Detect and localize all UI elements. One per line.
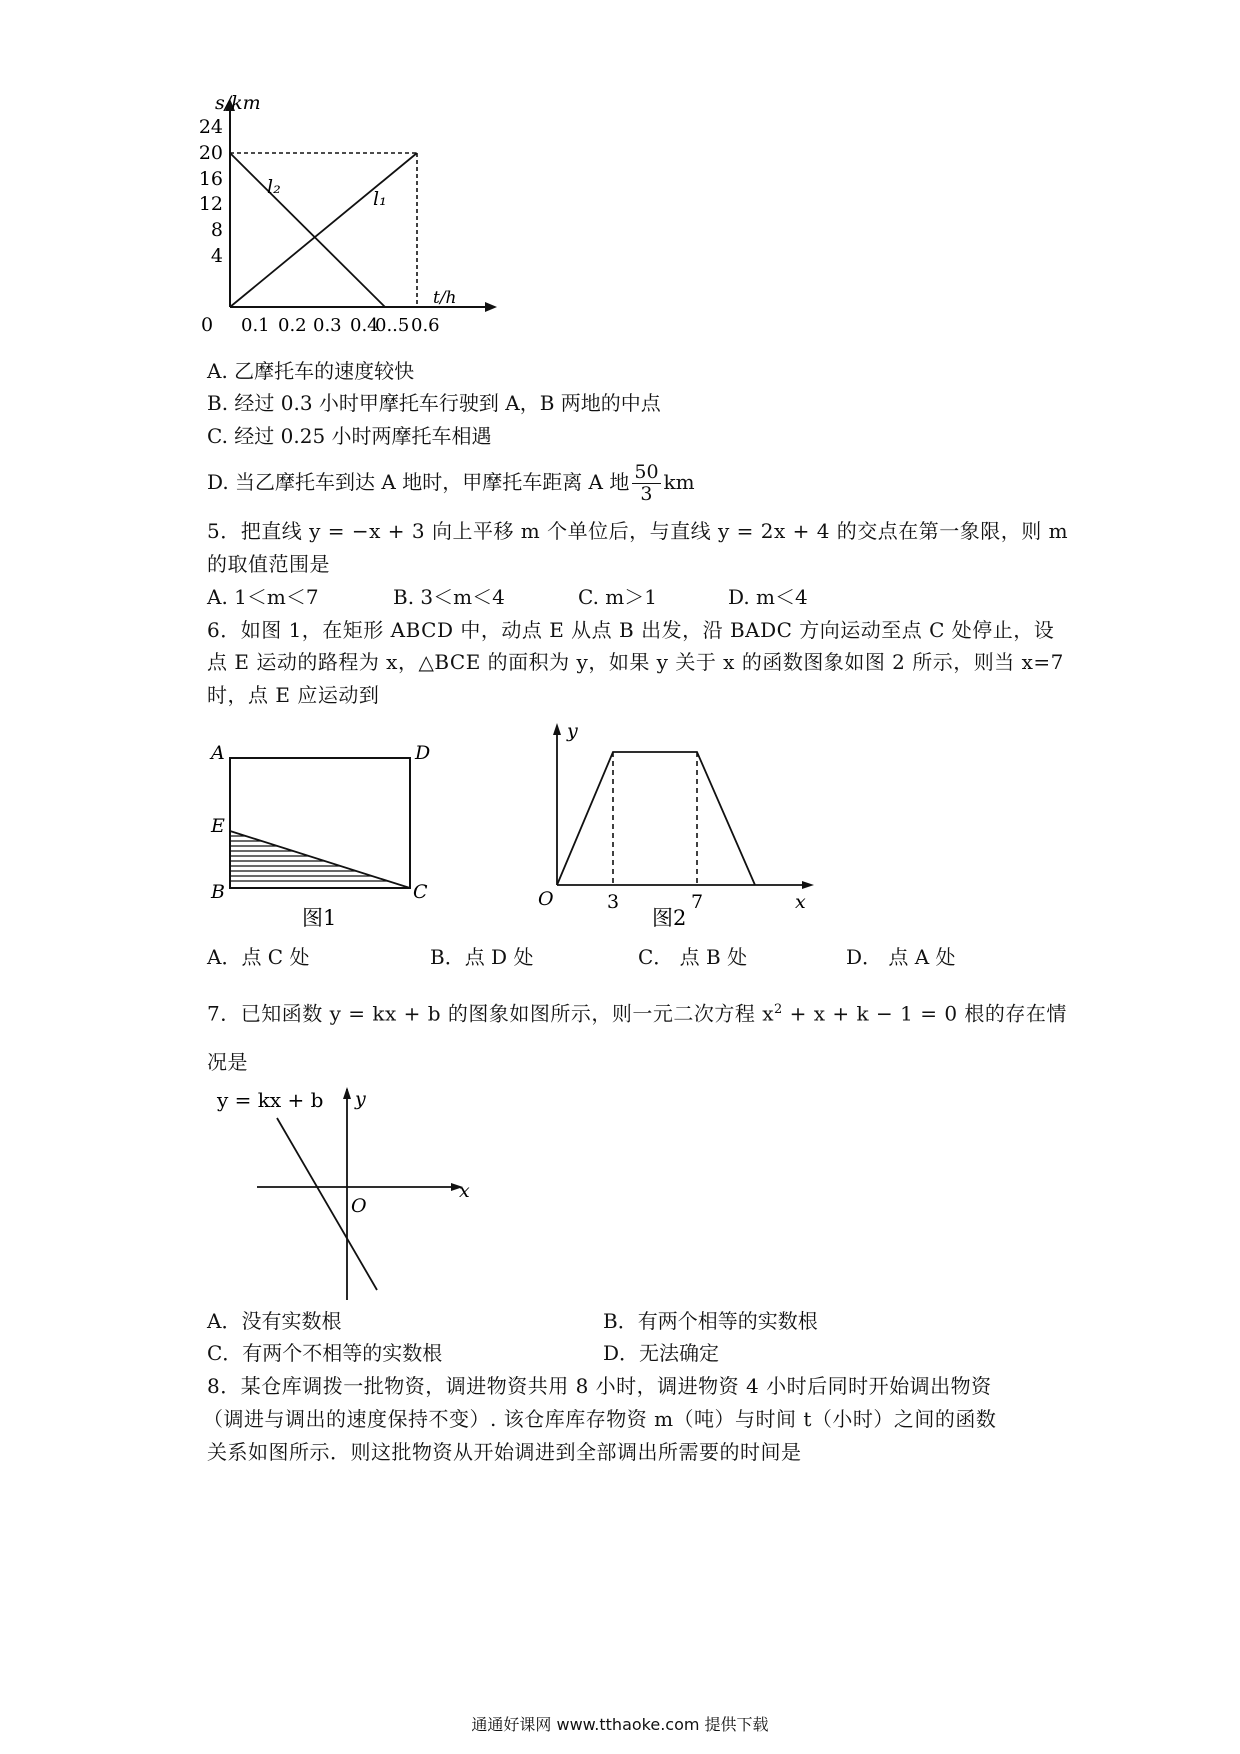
x-tick-3: 3	[607, 891, 620, 913]
q7-option-c: C．有两个不相等的实数根	[207, 1341, 443, 1365]
x-axis-label: t/h	[433, 288, 457, 308]
origin-label: O	[538, 888, 554, 910]
figure-2-caption: 图2	[652, 906, 687, 930]
line-l1-label: l₁	[373, 188, 387, 210]
q6-option-b: B．点 D 处	[430, 945, 534, 969]
line-l1	[230, 153, 417, 307]
q4-option-c: C. 经过 0.25 小时两摩托车相遇	[207, 424, 492, 448]
q7-option-b: B．有两个相等的实数根	[603, 1309, 818, 1333]
q6-text-line2: 点 E 运动的路程为 x，△BCE 的面积为 y，如果 y 关于 x 的函数图象如图 2 所示，则当 x=7	[207, 650, 1064, 674]
x-tick-7: 7	[691, 891, 704, 913]
rectangle-abcd	[230, 758, 410, 888]
figure-1-rectangle	[205, 735, 445, 930]
q7-text-line1	[207, 996, 1067, 1028]
point-c-label: C	[413, 881, 428, 903]
q7-line1-suffix: + x + k − 1 = 0 根的存在情	[782, 1001, 1067, 1026]
function-label: y = kx + b	[217, 1088, 324, 1112]
q7-exponent: 2	[774, 1002, 783, 1017]
q5-option-c: C. m＞1	[578, 585, 657, 609]
q6-option-a: A．点 C 处	[207, 945, 310, 969]
y-tick-4: 4	[210, 245, 223, 267]
x-axis-label: x	[795, 891, 806, 913]
distance-time-graph	[195, 95, 515, 350]
q7-linear-function-graph	[205, 1075, 490, 1305]
q4-option-a: A. 乙摩托车的速度较快	[207, 359, 415, 383]
x-tick-0-3: 0.3	[313, 315, 342, 336]
q6-text-line3: 时，点 E 应运动到	[207, 683, 380, 707]
q5-text-line2: 的取值范围是	[207, 552, 330, 576]
x-tick-0-6: 0.6	[411, 315, 440, 336]
q8-text-line1: 8．某仓库调拨一批物资，调进物资共用 8 小时，调进物资 4 小时后同时开始调出物资	[207, 1374, 992, 1398]
x-axis-arrow	[802, 881, 814, 889]
q7-line1-prefix: 7．已知函数 y = kx + b 的图象如图所示，则一元二次方程 x	[207, 1001, 775, 1026]
point-e-label: E	[211, 815, 225, 837]
q7-option-a: A．没有实数根	[207, 1309, 342, 1333]
q4-option-d-prefix: D. 当乙摩托车到达 A 地时，甲摩托车距离 A 地	[207, 470, 630, 494]
figure-2-graph	[520, 715, 820, 930]
y-axis-arrow	[343, 1087, 351, 1099]
y-tick-20: 20	[198, 142, 223, 164]
x-axis-arrow	[485, 302, 497, 312]
y-axis-label: y	[355, 1088, 366, 1110]
point-b-label: B	[211, 881, 225, 903]
figure-1-caption: 图1	[302, 906, 337, 930]
origin-label: 0	[201, 314, 214, 336]
segment-ec	[230, 831, 410, 888]
x-tick-0-2: 0.2	[278, 315, 307, 336]
shaded-triangle-bce	[230, 836, 410, 881]
q5-option-a: A. 1＜m＜7	[207, 585, 319, 609]
x-tick-0-4: 0.4	[350, 315, 379, 336]
fraction-denominator: 3	[640, 483, 653, 505]
origin-label: O	[351, 1195, 367, 1217]
point-d-label: D	[415, 742, 431, 764]
q7-option-d: D．无法确定	[603, 1341, 720, 1365]
q7-text-line2: 况是	[207, 1050, 248, 1074]
y-tick-12: 12	[198, 193, 223, 215]
q4-option-d-suffix: km	[663, 470, 695, 494]
q5-text-line1: 5．把直线 y = −x + 3 向上平移 m 个单位后，与直线 y = 2x + 4 的交点在第一象限，则 m	[207, 519, 1069, 543]
q6-option-c: C． 点 B 处	[638, 945, 748, 969]
point-a-label: A	[211, 742, 225, 764]
line-l2-label: l₂	[267, 176, 281, 198]
x-axis-label: x	[459, 1180, 470, 1202]
q5-option-d: D. m＜4	[728, 585, 808, 609]
page-footer: 通通好课网 www.tthaoke.com 提供下载	[471, 1715, 769, 1734]
q6-text-line1: 6．如图 1，在矩形 ABCD 中，动点 E 从点 B 出发，沿 BADC 方向运动至点 C 处停止，设	[207, 618, 1055, 642]
fraction-numerator: 50	[634, 461, 659, 483]
y-axis-arrow	[553, 723, 561, 735]
q8-text-line2: （调进与调出的速度保持不变）. 该仓库库存物资 m（吨）与时间 t（小时）之间的函数	[203, 1407, 997, 1431]
y-axis-label: s/km	[215, 95, 261, 114]
q5-option-b: B. 3＜m＜4	[393, 585, 505, 609]
q4-option-d	[207, 454, 695, 510]
x-tick-0-5: 0..5	[375, 315, 410, 336]
x-tick-0-1: 0.1	[241, 315, 270, 336]
y-tick-24: 24	[198, 116, 223, 138]
fraction-50-over-3	[632, 462, 660, 505]
q6-option-d: D． 点 A 处	[846, 945, 956, 969]
q8-text-line3: 关系如图所示．则这批物资从开始调进到全部调出所需要的时间是	[207, 1440, 802, 1464]
q4-option-b: B. 经过 0.3 小时甲摩托车行驶到 A，B 两地的中点	[207, 391, 661, 415]
y-tick-16: 16	[198, 168, 223, 190]
y-tick-8: 8	[210, 219, 223, 241]
y-axis-label: y	[567, 720, 578, 742]
line-l2	[230, 153, 385, 307]
function-trapezoid	[557, 752, 755, 885]
